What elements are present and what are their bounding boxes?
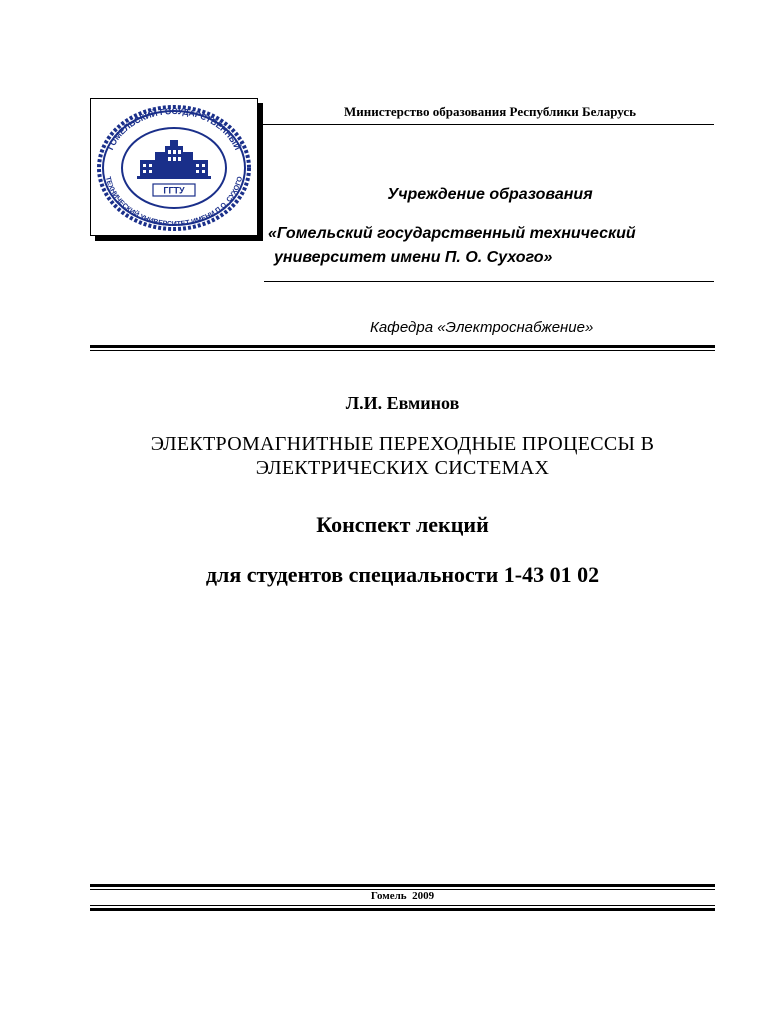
- document-title-line2: ЭЛЕКТРИЧЕСКИХ СИСТЕМАХ: [255, 457, 550, 479]
- author-name: Л.И. Евминов: [345, 393, 460, 413]
- institution-name-line1: «Гомельский государственный технический: [268, 225, 636, 242]
- place-and-year: Гомель 2009: [370, 890, 435, 902]
- document-title-line1: ЭЛЕКТРОМАГНИТНЫЕ ПЕРЕХОДНЫЕ ПРОЦЕССЫ В: [150, 433, 655, 455]
- document-title: [90, 432, 715, 480]
- seal-ring-bottom-text: ТЕХНИЧЕСКИЙ УНИВЕРСИТЕТ ИМЕНИ П.О. СУХОГО: [103, 175, 245, 229]
- seal-center-label: ГГТУ: [163, 185, 185, 196]
- seal-ring-top-text: ГОМЕЛЬСКИЙ ГОСУДАРСТВЕННЫЙ: [105, 105, 243, 152]
- document-subtitle: Конспект лекций: [316, 512, 489, 537]
- ministry-name: Министерство образования Республики Беларусь: [343, 104, 636, 119]
- university-seal-icon: [95, 104, 253, 232]
- institution-underline: [264, 281, 714, 282]
- document-audience: для студентов специальности 1-43 01 02: [205, 562, 600, 587]
- institution-label: Учреждение образования: [387, 186, 593, 203]
- ministry-underline: [262, 124, 714, 125]
- institution-name-line2: университет имени П. О. Сухого»: [274, 249, 553, 266]
- department-name: Кафедра «Электроснабжение»: [370, 319, 594, 336]
